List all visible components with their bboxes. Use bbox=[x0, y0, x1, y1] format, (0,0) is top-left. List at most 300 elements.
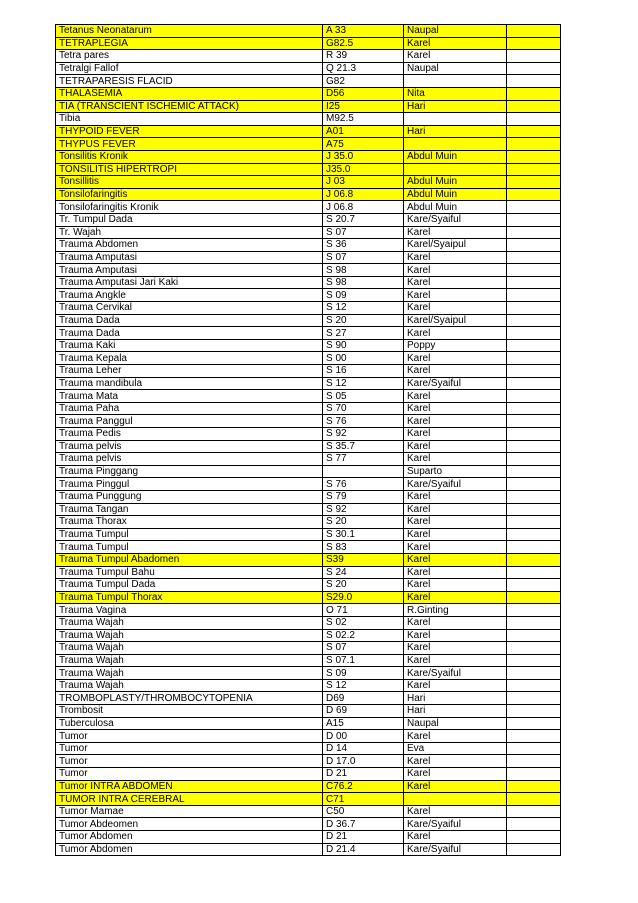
diagnosis-name-cell: Trauma Mata bbox=[56, 390, 323, 403]
empty-cell bbox=[507, 490, 561, 503]
table-row bbox=[56, 365, 561, 378]
diagnosis-name-cell: Tetanus Neonatarum bbox=[56, 25, 323, 38]
table-row bbox=[56, 75, 561, 88]
table-row bbox=[56, 566, 561, 579]
table-row bbox=[56, 730, 561, 743]
diagnosis-name-cell: Trauma Wajah bbox=[56, 667, 323, 680]
icd-code-cell: S 12 bbox=[323, 679, 404, 692]
table-row bbox=[56, 37, 561, 50]
table-row bbox=[56, 239, 561, 252]
empty-cell bbox=[507, 604, 561, 617]
diagnosis-name-cell: Trauma Angkle bbox=[56, 289, 323, 302]
icd-code-cell: A75 bbox=[323, 138, 404, 151]
icd-code-cell: C71 bbox=[323, 793, 404, 806]
empty-cell bbox=[507, 591, 561, 604]
icd-code-cell: S 30.1 bbox=[323, 528, 404, 541]
doctor-cell: Karel bbox=[404, 679, 507, 692]
doctor-cell: Karel bbox=[404, 251, 507, 264]
table-row bbox=[56, 478, 561, 491]
empty-cell bbox=[507, 75, 561, 88]
table-row bbox=[56, 629, 561, 642]
doctor-cell: Kare/Syaiful bbox=[404, 843, 507, 856]
diagnosis-name-cell: Tumor bbox=[56, 755, 323, 768]
icd-code-cell: S 35.7 bbox=[323, 440, 404, 453]
diagnosis-name-cell: TIA (TRANSCIENT ISCHEMIC ATTACK) bbox=[56, 100, 323, 113]
icd-code-cell: S 16 bbox=[323, 365, 404, 378]
empty-cell bbox=[507, 201, 561, 214]
table-row bbox=[56, 705, 561, 718]
icd-code-cell: D 69 bbox=[323, 705, 404, 718]
table-row bbox=[56, 553, 561, 566]
diagnosis-name-cell: Trauma Tumpul Bahu bbox=[56, 566, 323, 579]
doctor-cell: Karel bbox=[404, 276, 507, 289]
doctor-cell: Abdul Muin bbox=[404, 150, 507, 163]
doctor-cell: Karel bbox=[404, 730, 507, 743]
table-body bbox=[56, 25, 561, 856]
diagnosis-name-cell: Trauma Tumpul bbox=[56, 541, 323, 554]
empty-cell bbox=[507, 113, 561, 126]
table-row bbox=[56, 188, 561, 201]
icd-code-cell: J 06.8 bbox=[323, 188, 404, 201]
table-row bbox=[56, 616, 561, 629]
table-row bbox=[56, 654, 561, 667]
empty-cell bbox=[507, 843, 561, 856]
icd-code-cell: S 70 bbox=[323, 402, 404, 415]
doctor-cell: Kare/Syaiful bbox=[404, 213, 507, 226]
table-row bbox=[56, 818, 561, 831]
doctor-cell: Karel bbox=[404, 566, 507, 579]
diagnosis-name-cell: Trauma Tumpul Abadomen bbox=[56, 553, 323, 566]
diagnosis-name-cell: Trauma Kepala bbox=[56, 352, 323, 365]
icd-code-cell: S 20 bbox=[323, 516, 404, 529]
icd-code-cell: A15 bbox=[323, 717, 404, 730]
diagnosis-name-cell: Tumor Mamae bbox=[56, 805, 323, 818]
diagnosis-name-cell: Trauma Tumpul Dada bbox=[56, 579, 323, 592]
icd-code-cell: S 90 bbox=[323, 339, 404, 352]
empty-cell bbox=[507, 705, 561, 718]
empty-cell bbox=[507, 100, 561, 113]
empty-cell bbox=[507, 541, 561, 554]
table-row bbox=[56, 490, 561, 503]
empty-cell bbox=[507, 755, 561, 768]
doctor-cell: Naupal bbox=[404, 62, 507, 75]
diagnosis-name-cell: Trauma Pinggul bbox=[56, 478, 323, 491]
diagnosis-name-cell: Trauma Leher bbox=[56, 365, 323, 378]
doctor-cell: R.Ginting bbox=[404, 604, 507, 617]
doctor-cell: Hari bbox=[404, 100, 507, 113]
icd-code-cell: S 24 bbox=[323, 566, 404, 579]
table-row bbox=[56, 201, 561, 214]
empty-cell bbox=[507, 579, 561, 592]
doctor-cell: Karel bbox=[404, 805, 507, 818]
table-row bbox=[56, 742, 561, 755]
table-row bbox=[56, 692, 561, 705]
icd-code-cell: S 79 bbox=[323, 490, 404, 503]
icd-code-cell: M92.5 bbox=[323, 113, 404, 126]
icd-code-cell: D 00 bbox=[323, 730, 404, 743]
doctor-cell: Karel bbox=[404, 831, 507, 844]
icd-code-cell: O 71 bbox=[323, 604, 404, 617]
icd-code-cell: D56 bbox=[323, 87, 404, 100]
diagnosis-name-cell: Tumor bbox=[56, 730, 323, 743]
empty-cell bbox=[507, 213, 561, 226]
empty-cell bbox=[507, 465, 561, 478]
empty-cell bbox=[507, 50, 561, 63]
empty-cell bbox=[507, 314, 561, 327]
empty-cell bbox=[507, 528, 561, 541]
diagnosis-name-cell: Trauma Cervikal bbox=[56, 302, 323, 315]
doctor-cell: Abdul Muin bbox=[404, 201, 507, 214]
doctor-cell: Karel bbox=[404, 642, 507, 655]
empty-cell bbox=[507, 302, 561, 315]
doctor-cell bbox=[404, 138, 507, 151]
icd-code-cell: Q 21.3 bbox=[323, 62, 404, 75]
empty-cell bbox=[507, 289, 561, 302]
diagnosis-name-cell: Trauma Abdomen bbox=[56, 239, 323, 252]
table-row bbox=[56, 793, 561, 806]
diagnosis-name-cell: Tonsilofaringitis Kronik bbox=[56, 201, 323, 214]
doctor-cell: Karel bbox=[404, 768, 507, 781]
empty-cell bbox=[507, 730, 561, 743]
diagnosis-name-cell: Trauma Wajah bbox=[56, 654, 323, 667]
empty-cell bbox=[507, 163, 561, 176]
table-row bbox=[56, 163, 561, 176]
diagnosis-name-cell: Tr. Wajah bbox=[56, 226, 323, 239]
table-row bbox=[56, 138, 561, 151]
doctor-cell bbox=[404, 75, 507, 88]
table-row bbox=[56, 302, 561, 315]
icd-code-cell: S 12 bbox=[323, 377, 404, 390]
doctor-cell: Karel bbox=[404, 629, 507, 642]
diagnosis-name-cell: Trauma Dada bbox=[56, 314, 323, 327]
doctor-cell: Karel bbox=[404, 541, 507, 554]
diagnosis-name-cell: Trauma Pedis bbox=[56, 428, 323, 441]
diagnosis-name-cell: Trauma mandibula bbox=[56, 377, 323, 390]
table-row bbox=[56, 805, 561, 818]
icd-code-cell: S 07.1 bbox=[323, 654, 404, 667]
doctor-cell: Karel bbox=[404, 428, 507, 441]
table-row bbox=[56, 780, 561, 793]
icd-code-cell: S 00 bbox=[323, 352, 404, 365]
doctor-cell bbox=[404, 113, 507, 126]
empty-cell bbox=[507, 125, 561, 138]
diagnosis-name-cell: TROMBOPLASTY/THROMBOCYTOPENIA bbox=[56, 692, 323, 705]
empty-cell bbox=[507, 251, 561, 264]
table-row bbox=[56, 768, 561, 781]
icd-code-cell: A01 bbox=[323, 125, 404, 138]
empty-cell bbox=[507, 780, 561, 793]
icd-code-cell: S 09 bbox=[323, 667, 404, 680]
doctor-cell bbox=[404, 163, 507, 176]
table-row bbox=[56, 642, 561, 655]
empty-cell bbox=[507, 453, 561, 466]
empty-cell bbox=[507, 717, 561, 730]
diagnosis-name-cell: Tumor INTRA ABDOMEN bbox=[56, 780, 323, 793]
doctor-cell: Karel bbox=[404, 616, 507, 629]
doctor-cell: Karel bbox=[404, 579, 507, 592]
icd-code-cell: D69 bbox=[323, 692, 404, 705]
doctor-cell: Karel bbox=[404, 591, 507, 604]
icd-code-cell: S 05 bbox=[323, 390, 404, 403]
icd-code-cell: S 92 bbox=[323, 428, 404, 441]
diagnosis-name-cell: Trauma Punggung bbox=[56, 490, 323, 503]
icd-code-cell: S 98 bbox=[323, 264, 404, 277]
doctor-cell: Karel/Syaipul bbox=[404, 314, 507, 327]
doctor-cell: Nita bbox=[404, 87, 507, 100]
empty-cell bbox=[507, 516, 561, 529]
icd-code-cell: S 83 bbox=[323, 541, 404, 554]
empty-cell bbox=[507, 25, 561, 38]
icd-code-cell: S 09 bbox=[323, 289, 404, 302]
diagnosis-name-cell: TUMOR INTRA CEREBRAL bbox=[56, 793, 323, 806]
doctor-cell: Karel bbox=[404, 402, 507, 415]
diagnosis-name-cell: Trauma Panggul bbox=[56, 415, 323, 428]
table-row bbox=[56, 516, 561, 529]
doctor-cell: Hari bbox=[404, 125, 507, 138]
doctor-cell: Hari bbox=[404, 705, 507, 718]
icd-code-cell: S29.0 bbox=[323, 591, 404, 604]
empty-cell bbox=[507, 150, 561, 163]
table-row bbox=[56, 289, 561, 302]
empty-cell bbox=[507, 62, 561, 75]
diagnosis-name-cell: Tumor bbox=[56, 768, 323, 781]
doctor-cell: Karel bbox=[404, 415, 507, 428]
icd-code-cell: I25 bbox=[323, 100, 404, 113]
empty-cell bbox=[507, 679, 561, 692]
doctor-cell: Karel bbox=[404, 390, 507, 403]
empty-cell bbox=[507, 390, 561, 403]
diagnosis-name-cell: THYPOID FEVER bbox=[56, 125, 323, 138]
empty-cell bbox=[507, 37, 561, 50]
diagnosis-name-cell: THALASEMIA bbox=[56, 87, 323, 100]
diagnosis-name-cell: Tonsilofaringitis bbox=[56, 188, 323, 201]
icd-code-cell: C76.2 bbox=[323, 780, 404, 793]
icd-code-cell: R 39 bbox=[323, 50, 404, 63]
table-row bbox=[56, 50, 561, 63]
empty-cell bbox=[507, 768, 561, 781]
table-row bbox=[56, 339, 561, 352]
empty-cell bbox=[507, 692, 561, 705]
icd-code-cell: G82 bbox=[323, 75, 404, 88]
table-row bbox=[56, 213, 561, 226]
doctor-cell: Abdul Muin bbox=[404, 176, 507, 189]
table-row bbox=[56, 125, 561, 138]
table-row bbox=[56, 390, 561, 403]
diagnosis-name-cell: Trauma Wajah bbox=[56, 642, 323, 655]
icd-code-cell: S 02.2 bbox=[323, 629, 404, 642]
table-row bbox=[56, 276, 561, 289]
empty-cell bbox=[507, 805, 561, 818]
table-row bbox=[56, 604, 561, 617]
table-row bbox=[56, 453, 561, 466]
diagnosis-name-cell: Tumor Abdeomen bbox=[56, 818, 323, 831]
diagnosis-name-cell: Trauma Vagina bbox=[56, 604, 323, 617]
icd-code-cell: S 12 bbox=[323, 302, 404, 315]
icd-code-cell: S 92 bbox=[323, 503, 404, 516]
doctor-cell: Karel bbox=[404, 553, 507, 566]
table-row bbox=[56, 87, 561, 100]
diagnosis-name-cell: Trauma Amputasi bbox=[56, 264, 323, 277]
diagnosis-name-cell: TETRAPARESIS FLACID bbox=[56, 75, 323, 88]
diagnosis-name-cell: Trauma Pinggang bbox=[56, 465, 323, 478]
doctor-cell: Kare/Syaiful bbox=[404, 377, 507, 390]
doctor-cell: Naupal bbox=[404, 25, 507, 38]
empty-cell bbox=[507, 176, 561, 189]
empty-cell bbox=[507, 742, 561, 755]
empty-cell bbox=[507, 440, 561, 453]
table-row bbox=[56, 428, 561, 441]
diagnosis-name-cell: Trauma Thorax bbox=[56, 516, 323, 529]
diagnosis-name-cell: Trauma pelvis bbox=[56, 453, 323, 466]
table-row bbox=[56, 264, 561, 277]
empty-cell bbox=[507, 239, 561, 252]
icd-code-cell: S 20.7 bbox=[323, 213, 404, 226]
table-row bbox=[56, 843, 561, 856]
doctor-cell: Karel bbox=[404, 516, 507, 529]
doctor-cell: Kare/Syaiful bbox=[404, 667, 507, 680]
diagnosis-name-cell: Trombosit bbox=[56, 705, 323, 718]
empty-cell bbox=[507, 667, 561, 680]
table-row bbox=[56, 528, 561, 541]
icd-code-cell: D 36.7 bbox=[323, 818, 404, 831]
icd-code-cell: J 06.8 bbox=[323, 201, 404, 214]
icd-code-cell: S 20 bbox=[323, 579, 404, 592]
diagnosis-name-cell: Tr. Tumpul Dada bbox=[56, 213, 323, 226]
diagnosis-name-cell: Trauma Wajah bbox=[56, 629, 323, 642]
doctor-cell: Karel bbox=[404, 226, 507, 239]
diagnosis-name-cell: Tetra pares bbox=[56, 50, 323, 63]
diagnosis-name-cell: Tumor Abdomen bbox=[56, 843, 323, 856]
table-row bbox=[56, 327, 561, 340]
empty-cell bbox=[507, 642, 561, 655]
empty-cell bbox=[507, 629, 561, 642]
diagnosis-name-cell: Tuberculosa bbox=[56, 717, 323, 730]
empty-cell bbox=[507, 616, 561, 629]
diagnosis-name-cell: Trauma Tumpul bbox=[56, 528, 323, 541]
icd-code-cell: S39 bbox=[323, 553, 404, 566]
diagnosis-name-cell: TONSILITIS HIPERTROPI bbox=[56, 163, 323, 176]
empty-cell bbox=[507, 188, 561, 201]
doctor-cell: Karel bbox=[404, 264, 507, 277]
diagnosis-name-cell: Trauma pelvis bbox=[56, 440, 323, 453]
diagnosis-code-table bbox=[55, 24, 561, 856]
icd-code-cell: D 21 bbox=[323, 768, 404, 781]
empty-cell bbox=[507, 377, 561, 390]
doctor-cell: Karel/Syaipul bbox=[404, 239, 507, 252]
empty-cell bbox=[507, 276, 561, 289]
doctor-cell: Karel bbox=[404, 780, 507, 793]
icd-code-cell: S 36 bbox=[323, 239, 404, 252]
icd-code-cell: G82.5 bbox=[323, 37, 404, 50]
icd-code-cell: S 77 bbox=[323, 453, 404, 466]
empty-cell bbox=[507, 831, 561, 844]
doctor-cell: Kare/Syaiful bbox=[404, 478, 507, 491]
empty-cell bbox=[507, 818, 561, 831]
table-row bbox=[56, 314, 561, 327]
doctor-cell: Abdul Muin bbox=[404, 188, 507, 201]
empty-cell bbox=[507, 264, 561, 277]
doctor-cell: Suparto bbox=[404, 465, 507, 478]
icd-code-cell: S 02 bbox=[323, 616, 404, 629]
empty-cell bbox=[507, 793, 561, 806]
table-row bbox=[56, 831, 561, 844]
diagnosis-name-cell: Trauma Wajah bbox=[56, 679, 323, 692]
doctor-cell: Karel bbox=[404, 440, 507, 453]
icd-code-cell: D 17.0 bbox=[323, 755, 404, 768]
table-row bbox=[56, 100, 561, 113]
table-row bbox=[56, 62, 561, 75]
icd-code-cell: S 98 bbox=[323, 276, 404, 289]
table-row bbox=[56, 251, 561, 264]
table-row bbox=[56, 667, 561, 680]
doctor-cell: Karel bbox=[404, 490, 507, 503]
empty-cell bbox=[507, 428, 561, 441]
diagnosis-name-cell: Tibia bbox=[56, 113, 323, 126]
table-row bbox=[56, 717, 561, 730]
table-row bbox=[56, 415, 561, 428]
diagnosis-name-cell: Trauma Tumpul Thorax bbox=[56, 591, 323, 604]
empty-cell bbox=[507, 138, 561, 151]
icd-code-cell: S 07 bbox=[323, 251, 404, 264]
diagnosis-name-cell: Tumor bbox=[56, 742, 323, 755]
empty-cell bbox=[507, 566, 561, 579]
doctor-cell: Karel bbox=[404, 37, 507, 50]
doctor-cell: Karel bbox=[404, 365, 507, 378]
icd-code-cell: D 21.4 bbox=[323, 843, 404, 856]
table-row bbox=[56, 176, 561, 189]
doctor-cell: Karel bbox=[404, 528, 507, 541]
table-row bbox=[56, 113, 561, 126]
doctor-cell: Naupal bbox=[404, 717, 507, 730]
doctor-cell: Karel bbox=[404, 503, 507, 516]
doctor-cell: Hari bbox=[404, 692, 507, 705]
doctor-cell: Karel bbox=[404, 654, 507, 667]
table-row bbox=[56, 377, 561, 390]
table-row bbox=[56, 465, 561, 478]
table-row bbox=[56, 226, 561, 239]
empty-cell bbox=[507, 553, 561, 566]
diagnosis-name-cell: Tonsillitis bbox=[56, 176, 323, 189]
empty-cell bbox=[507, 352, 561, 365]
diagnosis-name-cell: Trauma Tangan bbox=[56, 503, 323, 516]
icd-code-cell: S 76 bbox=[323, 478, 404, 491]
diagnosis-name-cell: Trauma Kaki bbox=[56, 339, 323, 352]
diagnosis-name-cell: TETRAPLEGIA bbox=[56, 37, 323, 50]
empty-cell bbox=[507, 339, 561, 352]
diagnosis-name-cell: Tetralgi Fallof bbox=[56, 62, 323, 75]
doctor-cell: Karel bbox=[404, 352, 507, 365]
table-row bbox=[56, 25, 561, 38]
table-row bbox=[56, 352, 561, 365]
doctor-cell: Karel bbox=[404, 302, 507, 315]
empty-cell bbox=[507, 415, 561, 428]
diagnosis-name-cell: Trauma Amputasi bbox=[56, 251, 323, 264]
icd-code-cell: D 21 bbox=[323, 831, 404, 844]
empty-cell bbox=[507, 478, 561, 491]
diagnosis-name-cell: Tonsilitis Kronik bbox=[56, 150, 323, 163]
icd-code-cell: S 76 bbox=[323, 415, 404, 428]
icd-code-cell: D 14 bbox=[323, 742, 404, 755]
table-row bbox=[56, 402, 561, 415]
icd-code-cell: J35.0 bbox=[323, 163, 404, 176]
diagnosis-name-cell: Trauma Wajah bbox=[56, 616, 323, 629]
empty-cell bbox=[507, 365, 561, 378]
doctor-cell: Eva bbox=[404, 742, 507, 755]
icd-code-cell: S 27 bbox=[323, 327, 404, 340]
doctor-cell: Karel bbox=[404, 289, 507, 302]
icd-code-cell: S 07 bbox=[323, 226, 404, 239]
empty-cell bbox=[507, 226, 561, 239]
